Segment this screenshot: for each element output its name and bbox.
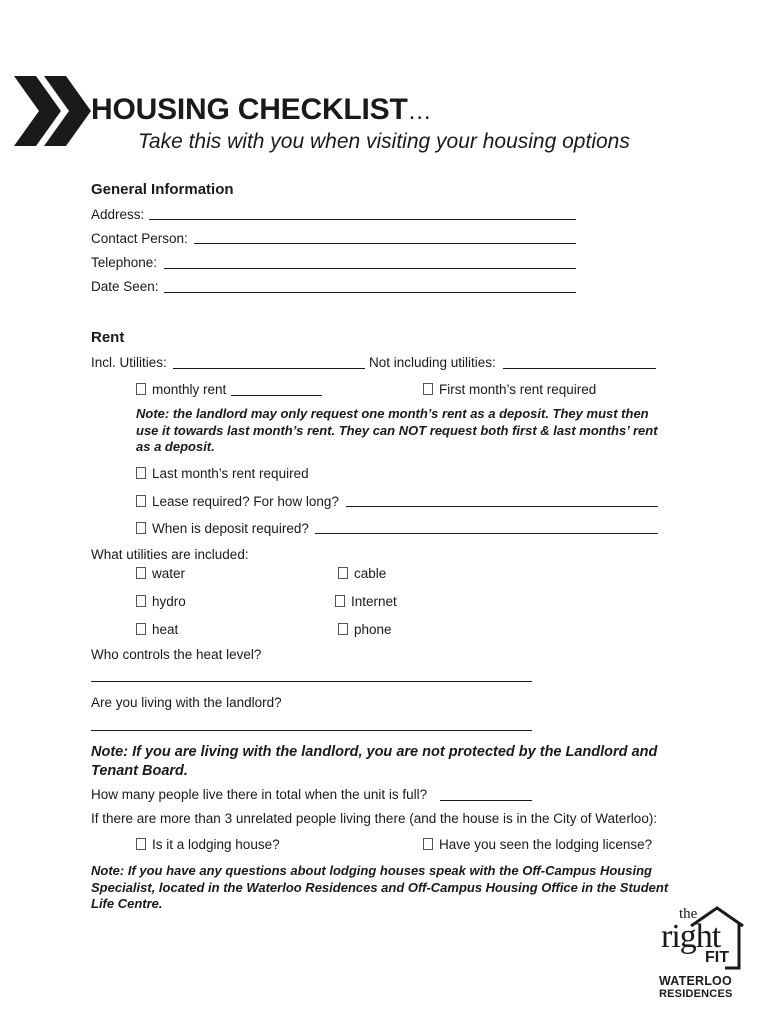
first-month-checkbox[interactable]: [423, 383, 433, 395]
utility-cable: cable: [338, 566, 386, 581]
logo-residences: RESIDENCES: [659, 988, 733, 1000]
general-info-heading: General Information: [91, 181, 234, 198]
rent-heading: Rent: [91, 329, 125, 346]
cable-checkbox[interactable]: [338, 567, 348, 579]
logo-waterloo: WATERLOO: [659, 974, 732, 988]
people-count-question: How many people live there in total when the unit is full?: [91, 787, 428, 802]
hydro-checkbox[interactable]: [136, 595, 146, 607]
lodging-license-item: Have you seen the lodging license?: [423, 837, 652, 852]
heat-control-field[interactable]: [91, 681, 532, 682]
not-including-utilities-field[interactable]: [503, 368, 656, 369]
monthly-rent-item: monthly rent: [136, 382, 226, 397]
the-right-fit-logo: [655, 904, 747, 1006]
contact-person-label: Contact Person:: [91, 231, 188, 246]
address-field[interactable]: [149, 219, 576, 220]
last-month-checkbox[interactable]: [136, 467, 146, 479]
telephone-field[interactable]: [164, 268, 576, 269]
lodging-house-checkbox[interactable]: [136, 838, 146, 850]
logo-the: the: [679, 906, 698, 922]
landlord-living-question: Are you living with the landlord?: [91, 695, 282, 710]
deposit-when-item: When is deposit required?: [136, 521, 309, 536]
people-count-field[interactable]: [440, 800, 532, 801]
landlord-living-field[interactable]: [91, 730, 532, 731]
lodging-note: Note: If you have any questions about lodging houses speak with the Off-Campus Housing Specialist, located in the Waterloo Residences and Off-Campus Housing Office in the Student Life Centre.: [91, 863, 669, 911]
utility-water: water: [136, 566, 185, 581]
contact-person-field[interactable]: [194, 243, 576, 244]
deposit-when-checkbox[interactable]: [136, 522, 146, 534]
first-month-item: First month’s rent required: [423, 382, 596, 397]
page-subtitle: Take this with you when visiting your housing options: [138, 130, 630, 153]
utility-heat: heat: [136, 622, 178, 637]
deposit-when-field[interactable]: [315, 533, 658, 534]
date-seen-label: Date Seen:: [91, 279, 159, 294]
monthly-rent-field[interactable]: [231, 395, 322, 396]
water-checkbox[interactable]: [136, 567, 146, 579]
internet-checkbox[interactable]: [335, 595, 345, 607]
utility-hydro: hydro: [136, 594, 186, 609]
chevron-arrows-icon: [14, 76, 94, 146]
lease-required-item: Lease required? For how long?: [136, 494, 339, 509]
incl-utilities-label: Incl. Utilities:: [91, 355, 167, 370]
telephone-label: Telephone:: [91, 255, 158, 270]
utility-internet: Internet: [335, 594, 397, 609]
lodging-house-item: Is it a lodging house?: [136, 837, 280, 852]
unrelated-people-question: If there are more than 3 unrelated people living there (and the house is in the City of Waterloo):: [91, 811, 658, 826]
phone-checkbox[interactable]: [338, 623, 348, 635]
landlord-note: Note: If you are living with the landlord, you are not protected by the Landlord and Tenant Board.: [91, 744, 658, 779]
lease-length-field[interactable]: [346, 506, 658, 507]
lodging-license-checkbox[interactable]: [423, 838, 433, 850]
utility-phone: phone: [338, 622, 392, 637]
not-including-utilities-label: Not including utilities:: [369, 355, 496, 370]
monthly-rent-checkbox[interactable]: [136, 383, 146, 395]
page-title: HOUSING CHECKLIST…: [91, 93, 432, 126]
date-seen-field[interactable]: [164, 292, 576, 293]
last-month-item: Last month’s rent required: [136, 466, 309, 481]
logo-fit: FIT: [705, 949, 729, 966]
heat-checkbox[interactable]: [136, 623, 146, 635]
logo-right: right: [661, 918, 721, 955]
heat-control-question: Who controls the heat level?: [91, 647, 262, 662]
deposit-note: Note: the landlord may only request one month’s rent as a deposit. They must then use it towards last month’s rent. They can NOT request both first & last months’ rent as a deposit.: [136, 406, 658, 454]
incl-utilities-field[interactable]: [173, 368, 365, 369]
lease-required-checkbox[interactable]: [136, 495, 146, 507]
address-label: Address:: [91, 207, 145, 222]
utilities-question: What utilities are included:: [91, 547, 249, 562]
